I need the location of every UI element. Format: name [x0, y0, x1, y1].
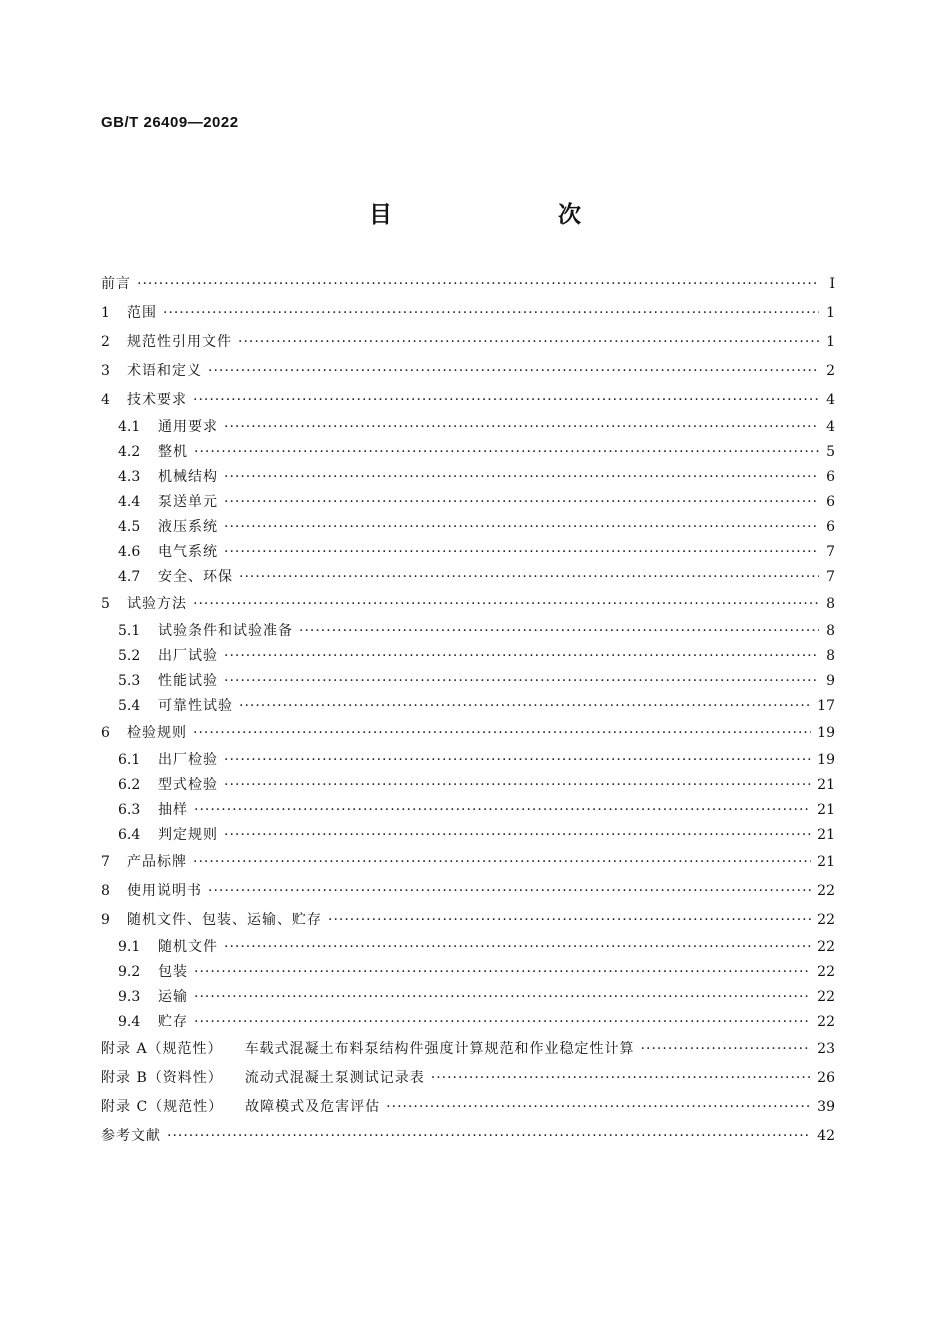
toc-entry-number: 9.2 [118, 964, 141, 980]
toc-entry-label: 试验方法 [127, 596, 187, 612]
toc-entry-label: 范围 [127, 305, 157, 321]
toc-dot-leader [641, 1035, 812, 1064]
toc-page-number: 1 [826, 334, 835, 350]
toc-entry-label: 试验条件和试验准备 [158, 623, 293, 639]
toc-entry-label: 使用说明书 [127, 883, 202, 899]
toc-entry-number: 4.3 [118, 469, 141, 485]
toc-dot-leader [328, 906, 811, 935]
toc-entry[interactable] [101, 540, 835, 565]
toc-dot-leader [224, 415, 819, 440]
toc-page-number: 23 [817, 1041, 835, 1057]
toc-entry-number: 7 [101, 854, 110, 870]
toc-dot-leader [194, 798, 811, 823]
toc-dot-leader [431, 1064, 811, 1093]
toc-entry-label: 规范性引用文件 [127, 334, 232, 350]
toc-entry-number: 5 [101, 596, 110, 612]
toc-entry-label: 车载式混凝土布料泵结构件强度计算规范和作业稳定性计算 [244, 1041, 635, 1057]
toc-page-number: 39 [817, 1099, 835, 1115]
toc-entry[interactable] [101, 1010, 835, 1035]
toc-entry-label: 整机 [158, 444, 188, 460]
toc-entry-label: 抽样 [158, 802, 188, 818]
toc-page-number: 19 [817, 725, 835, 741]
toc-entry[interactable] [101, 1035, 835, 1064]
toc-dot-leader [239, 694, 811, 719]
toc-dot-leader [224, 515, 819, 540]
toc-page-number: 7 [826, 544, 835, 560]
toc-dot-leader [224, 465, 819, 490]
toc-entry-number: 4.7 [118, 569, 141, 585]
toc-entry-number: 6.3 [118, 802, 141, 818]
toc-dot-leader [224, 669, 819, 694]
toc-entry-label: 电气系统 [158, 544, 218, 560]
toc-dot-leader [224, 490, 819, 515]
toc-entry[interactable] [101, 877, 835, 906]
toc-entry[interactable] [101, 985, 835, 1010]
toc-dot-leader [224, 540, 819, 565]
toc-entry[interactable] [101, 328, 835, 357]
toc-page-number: 21 [817, 802, 835, 818]
toc-page-number: 42 [817, 1128, 835, 1144]
toc-entry-number: 附录 A（规范性） [101, 1041, 223, 1057]
toc-page-number: 9 [826, 673, 835, 689]
toc-entry[interactable] [101, 357, 835, 386]
toc-entry-label: 性能试验 [158, 673, 218, 689]
toc-entry-label: 安全、环保 [158, 569, 233, 585]
toc-entry[interactable] [101, 440, 835, 465]
toc-page-number: 4 [826, 392, 835, 408]
toc-entry-number: 9.3 [118, 989, 141, 1005]
toc-entry[interactable] [101, 748, 835, 773]
toc-entry-label: 包装 [158, 964, 188, 980]
toc-page-number: 19 [817, 752, 835, 768]
toc-entry[interactable] [101, 1064, 835, 1093]
toc-entry[interactable] [101, 960, 835, 985]
toc-entry-number: 4.6 [118, 544, 141, 560]
toc-page-number: 8 [826, 596, 835, 612]
toc-page-number: 8 [826, 623, 835, 639]
toc-page-number: 21 [817, 827, 835, 843]
toc-page-number: 22 [817, 912, 835, 928]
toc-entry[interactable] [101, 823, 835, 848]
toc-page-number: 5 [826, 444, 835, 460]
toc-entry-label: 产品标牌 [127, 854, 187, 870]
toc-dot-leader [193, 719, 811, 748]
toc-page-number: 21 [817, 854, 835, 870]
toc-entry-number: 4.2 [118, 444, 141, 460]
toc-dot-leader [224, 644, 819, 669]
toc-dot-leader [224, 823, 811, 848]
toc-entry-label: 机械结构 [158, 469, 218, 485]
toc-entry[interactable] [101, 644, 835, 669]
toc-entry-number: 4.5 [118, 519, 141, 535]
toc-entry[interactable] [101, 515, 835, 540]
toc-entry[interactable] [101, 848, 835, 877]
toc-page-number: 8 [826, 648, 835, 664]
toc-dot-leader [194, 440, 819, 465]
toc-entry-number: 9 [101, 912, 110, 928]
toc-page-number: 6 [826, 519, 835, 535]
toc-entry[interactable] [101, 694, 835, 719]
toc-entry-number: 5.3 [118, 673, 141, 689]
toc-entry[interactable] [101, 565, 835, 590]
toc-dot-leader [239, 565, 819, 590]
toc-entry-number: 3 [101, 363, 110, 379]
toc-dot-leader [193, 386, 819, 415]
toc-entry[interactable] [101, 386, 835, 415]
toc-entry-number: 6.2 [118, 777, 141, 793]
toc-entry-label: 判定规则 [158, 827, 218, 843]
toc-page-number: 6 [826, 469, 835, 485]
toc-dot-leader [194, 960, 811, 985]
toc-page-number: 17 [817, 698, 835, 714]
toc-page-number: 22 [817, 1014, 835, 1030]
toc-page-number: 1 [826, 305, 835, 321]
toc-entry-number: 4.1 [118, 419, 141, 435]
toc-entry[interactable] [101, 299, 835, 328]
toc-dot-leader [224, 748, 811, 773]
toc-entry-label: 泵送单元 [158, 494, 218, 510]
toc-entry[interactable] [101, 490, 835, 515]
toc-entry[interactable] [101, 906, 835, 935]
toc-entry-number: 9.4 [118, 1014, 141, 1030]
page-title: 目 次 [369, 202, 621, 228]
toc-entry[interactable] [101, 1093, 835, 1122]
toc-entry-number: 9.1 [118, 939, 141, 955]
toc-entry-number: 2 [101, 334, 110, 350]
toc-entry-number: 6.1 [118, 752, 141, 768]
toc-dot-leader [224, 773, 811, 798]
toc-page-number: 2 [826, 363, 835, 379]
toc-page-number: 22 [817, 939, 835, 955]
toc-entry-label: 通用要求 [158, 419, 218, 435]
toc-entry-label: 参考文献 [101, 1128, 161, 1144]
toc-entry-number: 8 [101, 883, 110, 899]
toc-page-number: 6 [826, 494, 835, 510]
toc-entry-label: 液压系统 [158, 519, 218, 535]
toc-page-number: 22 [817, 964, 835, 980]
document-code: GB/T 26409—2022 [101, 114, 239, 131]
toc-entry-label: 可靠性试验 [158, 698, 233, 714]
toc-page-number: 4 [826, 419, 835, 435]
toc-entry[interactable] [101, 270, 835, 299]
toc-entry[interactable] [101, 935, 835, 960]
toc-dot-leader [137, 270, 819, 299]
toc-entry-number: 附录 C（规范性） [101, 1099, 224, 1115]
toc-entry-number: 5.4 [118, 698, 141, 714]
toc-entry-number: 5.1 [118, 623, 141, 639]
toc-entry-label: 贮存 [158, 1014, 188, 1030]
toc-page-number: 26 [817, 1070, 835, 1086]
toc-page-number: 22 [817, 883, 835, 899]
toc-dot-leader [238, 328, 819, 357]
toc-entry-label: 随机文件、包装、运输、贮存 [127, 912, 322, 928]
toc-dot-leader [194, 985, 811, 1010]
toc-entry-number: 5.2 [118, 648, 141, 664]
toc-entry-number: 1 [101, 305, 110, 321]
toc-dot-leader [224, 935, 811, 960]
toc-entry[interactable] [101, 798, 835, 823]
toc-entry[interactable] [101, 590, 835, 619]
toc-entry-label: 型式检验 [158, 777, 218, 793]
toc-entry[interactable] [101, 465, 835, 490]
toc-dot-leader [193, 590, 819, 619]
toc-dot-leader [386, 1093, 811, 1122]
toc-entry-number: 6.4 [118, 827, 141, 843]
toc-dot-leader [194, 1010, 811, 1035]
toc-entry-label: 出厂试验 [158, 648, 218, 664]
toc-entry-number: 4.4 [118, 494, 141, 510]
toc-dot-leader [163, 299, 819, 328]
toc-entry-label: 术语和定义 [127, 363, 202, 379]
table-of-contents [101, 270, 835, 1151]
toc-entry-label: 运输 [158, 989, 188, 1005]
toc-page-number: 21 [817, 777, 835, 793]
toc-entry[interactable] [101, 415, 835, 440]
toc-entry-number: 6 [101, 725, 110, 741]
toc-entry-label: 出厂检验 [158, 752, 218, 768]
toc-dot-leader [208, 877, 811, 906]
toc-entry[interactable] [101, 619, 835, 644]
toc-page-number: 7 [826, 569, 835, 585]
toc-dot-leader [208, 357, 819, 386]
toc-entry-label: 检验规则 [127, 725, 187, 741]
toc-entry[interactable] [101, 773, 835, 798]
toc-dot-leader [193, 848, 811, 877]
toc-entry[interactable] [101, 669, 835, 694]
toc-entry-label: 故障模式及危害评估 [245, 1099, 381, 1115]
toc-entry-number: 4 [101, 392, 110, 408]
toc-page-number: Ⅰ [829, 276, 835, 292]
toc-entry-number: 附录 B（资料性） [101, 1070, 223, 1086]
toc-entry-label: 流动式混凝土泵测试记录表 [244, 1070, 425, 1086]
toc-entry[interactable] [101, 719, 835, 748]
toc-page-number: 22 [817, 989, 835, 1005]
toc-dot-leader [299, 619, 819, 644]
toc-entry-label: 技术要求 [127, 392, 187, 408]
toc-entry-label: 随机文件 [158, 939, 218, 955]
toc-entry[interactable] [101, 1122, 835, 1151]
toc-entry-label: 前言 [101, 276, 131, 292]
toc-dot-leader [167, 1122, 811, 1151]
